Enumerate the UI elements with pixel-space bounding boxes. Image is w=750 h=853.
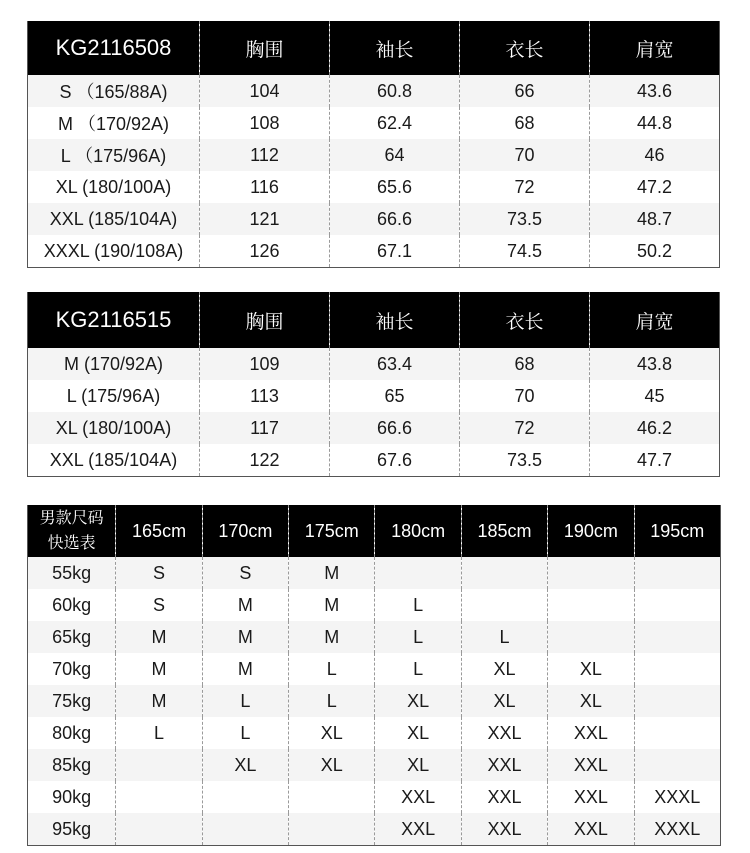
table-cell: 68 [460,348,590,380]
table-row [28,107,720,139]
header-height: 165cm [116,505,202,557]
table-row [28,444,720,477]
table-cell: 73.5 [460,444,590,477]
table-cell: 72 [460,171,590,203]
size-label: XXXL (190/108A) [28,235,200,268]
table-cell: XL [548,653,634,685]
table-cell: 47.2 [590,171,720,203]
corner-label [28,505,116,557]
table-row [28,653,721,685]
table-cell: XXL [461,781,547,813]
table-cell [634,749,720,781]
table-cell: XL [548,685,634,717]
table-row [28,139,720,171]
table-cell [634,589,720,621]
table-cell: M [289,557,375,589]
table-cell [289,813,375,846]
table-cell [634,653,720,685]
table-cell: 64 [330,139,460,171]
table-cell: 67.1 [330,235,460,268]
size-label: XL (180/100A) [28,171,200,203]
table-cell [289,781,375,813]
model-number: KG2116508 [28,21,200,75]
header-chest: 胸围 [200,292,330,348]
table-cell: 104 [200,75,330,107]
table-cell: 108 [200,107,330,139]
weight-label: 75kg [28,685,116,717]
table-row [28,235,720,268]
table-cell: 70 [460,139,590,171]
table-cell: XXXL [634,813,720,846]
table-cell [461,557,547,589]
weight-label: 80kg [28,717,116,749]
weight-label: 85kg [28,749,116,781]
table-cell: 45 [590,380,720,412]
table-cell: 68 [460,107,590,139]
table-cell: M [202,589,288,621]
size-label: M (170/92A) [28,348,200,380]
table-cell: L [289,685,375,717]
table-row [28,685,721,717]
table-cell [548,557,634,589]
table-cell: XXL [548,717,634,749]
header-height: 185cm [461,505,547,557]
table-row [28,749,721,781]
table-cell: M [116,653,202,685]
table-cell [116,813,202,846]
table-cell: L [116,717,202,749]
table-cell [634,685,720,717]
table-cell: 73.5 [460,203,590,235]
weight-label: 70kg [28,653,116,685]
table-cell: 117 [200,412,330,444]
table-header-row [28,292,720,348]
size-label: L (175/96A) [28,380,200,412]
table-header-row [28,21,720,75]
table-cell: L [202,685,288,717]
table-cell: XXL [548,749,634,781]
table-cell: 74.5 [460,235,590,268]
table-cell: L [375,621,461,653]
table-cell: 70 [460,380,590,412]
corner-label-line1: 男款尺码 [39,510,104,527]
table-cell: 112 [200,139,330,171]
weight-label: 95kg [28,813,116,846]
table-cell: 109 [200,348,330,380]
table-cell: 60.8 [330,75,460,107]
table-cell: S [116,557,202,589]
table-cell: 47.7 [590,444,720,477]
table-cell: 66.6 [330,203,460,235]
header-garment-length: 衣长 [460,21,590,75]
header-chest: 胸围 [200,21,330,75]
header-height: 175cm [289,505,375,557]
table-cell: 63.4 [330,348,460,380]
table-cell: M [202,621,288,653]
table-cell: 48.7 [590,203,720,235]
table-cell [375,557,461,589]
size-label: XXL (185/104A) [28,444,200,477]
table-cell: XXL [461,813,547,846]
table-cell [634,557,720,589]
size-label: M （170/92A) [28,107,200,139]
table-cell [461,589,547,621]
table-cell: 43.6 [590,75,720,107]
table-cell: 65.6 [330,171,460,203]
table-cell: XXXL [634,781,720,813]
table-cell: L [375,589,461,621]
table-cell: XXL [461,749,547,781]
model-number: KG2116515 [28,292,200,348]
table-cell: M [289,621,375,653]
table-cell [548,589,634,621]
table-cell: 43.8 [590,348,720,380]
table-cell [116,781,202,813]
table-cell: 44.8 [590,107,720,139]
table-cell: XL [375,717,461,749]
table-cell: XL [461,685,547,717]
table-cell: XL [375,685,461,717]
table-row [28,75,720,107]
table-cell: 62.4 [330,107,460,139]
table-header-row [28,505,721,557]
table-cell: L [202,717,288,749]
weight-label: 65kg [28,621,116,653]
quick-size-selector-table [27,505,721,846]
table-row [28,171,720,203]
table-cell: 46.2 [590,412,720,444]
header-shoulder-width: 肩宽 [590,21,720,75]
table-cell: S [116,589,202,621]
size-label: L （175/96A) [28,139,200,171]
weight-label: 60kg [28,589,116,621]
header-height: 195cm [634,505,720,557]
table-cell: XXL [548,781,634,813]
size-table-kg2116508 [27,21,720,268]
table-cell: 113 [200,380,330,412]
table-cell [116,749,202,781]
table-cell [548,621,634,653]
header-height: 190cm [548,505,634,557]
table-cell: S [202,557,288,589]
table-row [28,380,720,412]
table-row [28,412,720,444]
header-garment-length: 衣长 [460,292,590,348]
table-cell: M [289,589,375,621]
table-cell: XXL [375,781,461,813]
table-cell: XXL [548,813,634,846]
table-cell: XL [289,749,375,781]
header-sleeve-length: 袖长 [330,292,460,348]
table-cell: 65 [330,380,460,412]
table-cell: M [116,685,202,717]
table-cell: M [116,621,202,653]
header-height: 180cm [375,505,461,557]
table-row [28,348,720,380]
table-row [28,203,720,235]
table-cell [202,813,288,846]
table-cell: XXL [461,717,547,749]
table-cell [634,717,720,749]
table-cell: 46 [590,139,720,171]
table-cell: XXL [375,813,461,846]
table-cell: M [202,653,288,685]
table-row [28,717,721,749]
table-cell [634,621,720,653]
table-cell: XL [375,749,461,781]
table-cell: XL [202,749,288,781]
table-cell: 116 [200,171,330,203]
header-height: 170cm [202,505,288,557]
table-cell: XL [289,717,375,749]
header-sleeve-length: 袖长 [330,21,460,75]
table-cell: 126 [200,235,330,268]
weight-label: 90kg [28,781,116,813]
weight-label: 55kg [28,557,116,589]
size-label: S （165/88A) [28,75,200,107]
table-cell: L [375,653,461,685]
table-row [28,781,721,813]
table-row [28,557,721,589]
table-row [28,813,721,846]
table-cell: 121 [200,203,330,235]
table-cell [202,781,288,813]
corner-label-line2: 快选表 [47,535,96,552]
table-cell: 72 [460,412,590,444]
table-cell: 66.6 [330,412,460,444]
table-cell: XL [461,653,547,685]
table-row [28,589,721,621]
table-cell: L [289,653,375,685]
table-cell: 67.6 [330,444,460,477]
table-cell: L [461,621,547,653]
table-cell: 122 [200,444,330,477]
table-row [28,621,721,653]
size-label: XXL (185/104A) [28,203,200,235]
size-table-kg2116515 [27,292,720,477]
table-cell: 50.2 [590,235,720,268]
header-shoulder-width: 肩宽 [590,292,720,348]
size-label: XL (180/100A) [28,412,200,444]
table-cell: 66 [460,75,590,107]
